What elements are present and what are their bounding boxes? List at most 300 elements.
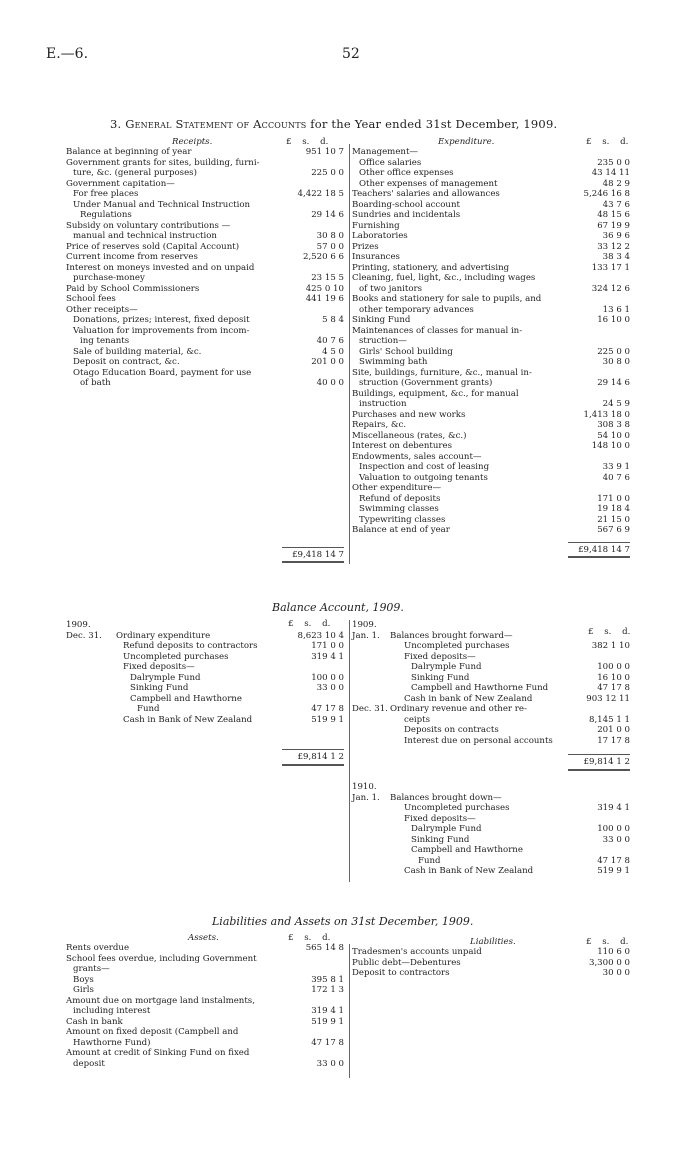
ledger-row — [66, 158, 344, 169]
entry-date: 1910. — [352, 782, 377, 792]
entry-label: Government capitation— — [66, 178, 175, 189]
ledger-row — [352, 631, 630, 642]
entry-amount: 1,413 18 0 — [583, 409, 630, 420]
entry-amount: 30 8 0 — [602, 357, 630, 367]
entry-amount: 519 9 1 — [311, 714, 344, 725]
ledger-row — [66, 1027, 344, 1038]
entry-date — [352, 683, 390, 694]
entry-amount — [282, 200, 344, 211]
entry-label — [116, 620, 282, 631]
ledger-row — [352, 252, 630, 263]
ledger-row — [66, 336, 344, 347]
ledger-row — [352, 158, 630, 169]
ledger-row — [66, 263, 344, 274]
entry-label: Cash in Bank of New Zealand — [123, 714, 253, 725]
ledger-row — [66, 652, 344, 663]
ledger-row — [66, 252, 344, 263]
entry-amount — [568, 704, 630, 715]
entry-date — [352, 803, 390, 814]
entry-amount — [568, 326, 630, 337]
entry-amount: 148 10 0 — [591, 441, 630, 451]
entry-label: Office salaries — [359, 157, 422, 168]
ledger-row — [352, 803, 630, 814]
entry-label: Ordinary revenue and other re- — [390, 704, 527, 714]
entry-amount: 47 17 8 — [311, 704, 344, 714]
ledger-row — [66, 305, 344, 316]
entry-label: Dalrymple Fund — [411, 824, 482, 834]
ledger-row — [352, 284, 630, 295]
entry-amount: 951 10 7 — [305, 147, 344, 157]
entry-amount: 48 15 6 — [597, 210, 630, 220]
entry-amount: 33 0 0 — [316, 1058, 344, 1069]
ledger-row — [352, 263, 630, 274]
entry-date — [66, 704, 116, 715]
entry-label: Typewriting classes — [359, 514, 446, 525]
entry-amount: 171 0 0 — [311, 641, 344, 651]
ledger-row — [66, 315, 344, 326]
ledger-row — [352, 357, 630, 368]
ledger-row — [352, 866, 630, 877]
entry-date — [66, 662, 116, 673]
assets-heading: Assets. — [188, 933, 219, 943]
entry-amount: 40 7 6 — [602, 472, 630, 483]
total-amount: £9,814 1 2 — [282, 750, 344, 765]
entry-amount — [568, 793, 630, 804]
ledger-row — [352, 168, 630, 179]
entry-label: ture, &c. (general purposes) — [73, 168, 197, 178]
entry-amount — [568, 814, 630, 825]
entry-amount — [282, 158, 344, 169]
assets-currency-header: £ s. d. — [288, 933, 331, 943]
entry-amount: 903 12 11 — [586, 693, 630, 704]
ledger-row — [66, 284, 344, 295]
entry-label: Balances brought down— — [390, 792, 502, 803]
ledger-row — [352, 947, 630, 958]
ledger-row — [66, 673, 344, 684]
entry-amount: 48 2 9 — [602, 178, 630, 189]
entry-label: Deposits on contracts — [404, 725, 499, 735]
entry-amount: 225 0 0 — [597, 346, 630, 357]
entry-label: other temporary advances — [359, 304, 474, 315]
total-amount: £9,418 14 7 — [568, 542, 630, 557]
entry-amount: 8,623 10 4 — [297, 630, 344, 641]
entry-label: Ordinary expenditure — [116, 630, 211, 641]
entry-amount — [282, 694, 344, 705]
ledger-row — [352, 473, 630, 484]
ledger-row — [66, 715, 344, 726]
entry-amount: 21 15 0 — [597, 514, 630, 525]
entry-label: Refund of deposits — [359, 493, 441, 504]
entry-label: Fund — [418, 855, 441, 866]
ledger-row — [352, 452, 630, 463]
ledger-row — [352, 704, 630, 715]
ledger-row — [352, 347, 630, 358]
ledger-row — [66, 1048, 344, 1059]
ledger-row — [352, 231, 630, 242]
ledger-row — [352, 147, 630, 158]
expenditure-heading: Expenditure. — [438, 137, 495, 147]
entry-label: Furnishing — [352, 220, 400, 231]
entry-date — [352, 824, 390, 835]
entry-label: Fund — [137, 704, 160, 714]
entry-label: Insurances — [352, 252, 400, 262]
entry-label: Public debt—Debentures — [352, 957, 461, 968]
entry-date: 1909. — [66, 620, 91, 630]
receipts-heading: Receipts. — [172, 137, 213, 147]
entry-amount: 30 8 0 — [316, 231, 344, 241]
entry-amount: 40 7 6 — [316, 336, 344, 346]
entry-amount: 30 0 0 — [602, 968, 630, 978]
entry-date — [352, 641, 390, 652]
ledger-row — [66, 210, 344, 221]
entry-amount: 47 17 8 — [311, 1037, 344, 1048]
entry-label: School fees — [66, 294, 116, 304]
balance-account-title: Balance Account, 1909. — [272, 601, 404, 614]
total-row — [66, 750, 344, 765]
ledger-row — [66, 641, 344, 652]
entry-amount: 225 0 0 — [311, 168, 344, 178]
balance-debit-table — [66, 620, 344, 766]
general-statement-title: 3. General Statement of Accounts for the Year ended 31st December, 1909. — [110, 117, 558, 131]
ledger-row — [352, 641, 630, 652]
ledger-row — [66, 326, 344, 337]
entry-date — [66, 683, 116, 694]
entry-label: Cash in bank of New Zealand — [404, 693, 533, 704]
ledger-row — [352, 835, 630, 846]
entry-label: Interest due on personal accounts — [404, 735, 553, 746]
entry-date — [352, 725, 390, 736]
entry-date — [352, 835, 390, 846]
entry-date: Jan. 1. — [352, 630, 380, 641]
entry-label: manual and technical instruction — [73, 231, 217, 241]
entry-amount: 100 0 0 — [311, 672, 344, 683]
ledger-row — [352, 305, 630, 316]
entry-amount: 100 0 0 — [597, 824, 630, 834]
total-row — [352, 542, 630, 557]
entry-amount — [282, 620, 344, 631]
ledger-row — [66, 168, 344, 179]
entry-amount: 5,246 16 8 — [583, 189, 630, 199]
ledger-row — [66, 964, 344, 975]
ledger-row — [352, 662, 630, 673]
entry-label: Prizes — [352, 241, 379, 252]
ledger-row — [352, 326, 630, 337]
entry-label: Fixed deposits— — [404, 813, 476, 824]
entry-amount — [568, 294, 630, 305]
balance-carried-down-table — [352, 782, 630, 877]
entry-amount: 13 6 1 — [602, 304, 630, 315]
ledger-row — [352, 515, 630, 526]
entry-amount — [568, 147, 630, 158]
ledger-row — [352, 189, 630, 200]
entry-amount — [568, 620, 630, 631]
ledger-row — [66, 954, 344, 965]
ledger-row — [352, 315, 630, 326]
entry-label: Swimming bath — [359, 357, 428, 367]
liabilities-assets-title: Liabilities and Assets on 31st December, 1909. — [212, 915, 474, 928]
entry-label: Sinking Fund — [411, 834, 470, 845]
entry-label: grants— — [73, 964, 110, 974]
ledger-row — [352, 441, 630, 452]
entry-date — [66, 673, 116, 684]
entry-date — [352, 736, 390, 747]
entry-label: Other receipts— — [66, 304, 138, 315]
entry-label: Teachers' salaries and allowances — [352, 189, 500, 199]
ledger-row — [352, 958, 630, 969]
entry-amount: 324 12 6 — [591, 283, 630, 294]
entry-label: Uncompleted purchases — [123, 651, 229, 662]
entry-amount: 33 12 2 — [597, 241, 630, 252]
entry-date: Dec. 31. — [352, 704, 388, 714]
entry-label: Miscellaneous (rates, &c.) — [352, 430, 467, 441]
entry-amount: 133 17 1 — [591, 262, 630, 273]
ledger-row — [66, 1059, 344, 1070]
entry-label: Under Manual and Technical Instruction — [73, 199, 251, 210]
entry-amount: 23 15 5 — [311, 273, 344, 283]
entry-amount: 201 0 0 — [597, 725, 630, 735]
ledger-row — [352, 378, 630, 389]
page-ref: E.—6. — [46, 46, 89, 62]
ledger-row — [352, 200, 630, 211]
ledger-row — [66, 378, 344, 389]
ledger-row — [352, 736, 630, 747]
entry-label: Other expenses of management — [359, 178, 498, 189]
entry-amount: 319 4 1 — [597, 803, 630, 813]
entry-label: Campbell and Hawthorne — [130, 693, 242, 704]
ledger-row — [352, 294, 630, 305]
entry-amount — [282, 662, 344, 673]
entry-label: Other expenditure— — [352, 483, 442, 493]
entry-date — [352, 845, 390, 856]
balance-left-currency-header: £ s. d. — [288, 619, 331, 629]
entry-amount: 29 14 6 — [597, 378, 630, 388]
entry-amount: 235 0 0 — [597, 157, 630, 168]
expenditure-table — [352, 147, 630, 558]
entry-amount: 36 9 6 — [602, 231, 630, 241]
entry-amount: 100 0 0 — [597, 662, 630, 672]
entry-label: Maintenances of classes for manual in- — [352, 325, 523, 336]
entry-amount: 43 14 11 — [591, 168, 630, 178]
ledger-row — [352, 968, 630, 979]
entry-label: Valuation for improvements from incom- — [73, 325, 250, 336]
receipts-table — [66, 147, 344, 563]
entry-amount — [282, 1027, 344, 1038]
ledger-row — [66, 294, 344, 305]
ledger-row — [66, 631, 344, 642]
liabilities-currency-header: £ s. d. — [586, 937, 629, 947]
entry-label: Government grants for sites, building, furni- — [66, 157, 260, 168]
entry-label: Purchases and new works — [352, 409, 466, 420]
entry-label: Amount due on mortgage land instalments, — [66, 995, 255, 1006]
entry-amount: 29 14 6 — [311, 210, 344, 220]
entry-date — [352, 715, 390, 726]
ledger-row — [352, 856, 630, 867]
entry-amount: 201 0 0 — [311, 357, 344, 367]
entry-amount: 33 9 1 — [602, 462, 630, 472]
entry-label: Interest on moneys invested and on unpaid — [66, 262, 255, 273]
entry-label — [390, 782, 568, 793]
entry-label: Girls' School building — [359, 346, 453, 357]
entry-label: Sundries and incidentals — [352, 210, 461, 220]
entry-label: Paid by School Commissioners — [66, 283, 200, 294]
entry-label: Other office expenses — [359, 168, 454, 178]
entry-amount — [568, 483, 630, 494]
entry-label: Cleaning, fuel, light, &c., including wages — [352, 273, 536, 283]
ledger-row — [352, 410, 630, 421]
ledger-row — [352, 824, 630, 835]
entry-label: Books and stationery for sale to pupils, and — [352, 294, 542, 304]
entry-label: Sinking Fund — [130, 683, 189, 693]
entry-label: Sale of building material, &c. — [73, 346, 202, 357]
entry-label: Campbell and Hawthorne Fund — [411, 683, 549, 693]
total-amount: £9,814 1 2 — [568, 755, 630, 770]
entry-amount: 2,520 6 6 — [302, 252, 344, 262]
entry-label: Repairs, &c. — [352, 420, 407, 430]
entry-label: Boarding-school account — [352, 199, 460, 210]
entry-amount: 5 8 4 — [322, 315, 344, 325]
entry-label: Fixed deposits— — [404, 651, 476, 662]
entry-amount: 57 0 0 — [316, 241, 344, 252]
entry-amount — [282, 263, 344, 274]
entry-amount — [282, 221, 344, 232]
entry-amount — [282, 954, 344, 965]
entry-label: Cash in Bank of New Zealand — [404, 866, 534, 876]
ledger-row — [352, 525, 630, 536]
entry-date — [352, 662, 390, 673]
entry-label: Uncompleted purchases — [404, 803, 510, 813]
entry-amount — [282, 179, 344, 190]
ledger-row — [352, 431, 630, 442]
entry-label: purchase-money — [73, 273, 145, 283]
entry-label: Amount at credit of Sinking Fund on fixed — [66, 1048, 250, 1058]
entry-amount: 567 6 9 — [597, 525, 630, 535]
entry-label: Swimming classes — [359, 504, 439, 514]
entry-amount: 319 4 1 — [311, 651, 344, 662]
entry-amount: 47 17 8 — [597, 855, 630, 866]
page-number: 52 — [342, 46, 360, 62]
total-row — [66, 547, 344, 562]
entry-label: Deposit on contract, &c. — [73, 357, 180, 367]
entry-amount — [568, 452, 630, 463]
entry-amount — [568, 336, 630, 347]
ledger-row — [66, 368, 344, 379]
entry-amount — [282, 996, 344, 1007]
ledger-row — [66, 996, 344, 1007]
entry-amount — [568, 652, 630, 663]
ledger-row — [66, 189, 344, 200]
ledger-row — [66, 200, 344, 211]
entry-amount — [568, 389, 630, 400]
ledger-row — [352, 179, 630, 190]
entry-label: Dalrymple Fund — [130, 672, 201, 683]
entry-amount — [282, 1048, 344, 1059]
receipts-currency-header: £ s. d. — [286, 137, 329, 147]
entry-amount: 67 19 9 — [597, 220, 630, 231]
entry-label: Refund deposits to contractors — [123, 641, 258, 651]
entry-amount — [568, 273, 630, 284]
entry-date — [352, 694, 390, 705]
ledger-row — [352, 814, 630, 825]
entry-label: Endowments, sales account— — [352, 451, 482, 462]
balance-column-divider — [349, 620, 350, 882]
entry-label: For free places — [73, 189, 139, 199]
entry-date — [352, 673, 390, 684]
entry-label: struction (Government grants) — [359, 378, 493, 388]
ledger-row — [352, 725, 630, 736]
ledger-row — [352, 673, 630, 684]
ledger-row — [66, 704, 344, 715]
column-divider — [349, 144, 350, 564]
entry-label: Girls — [73, 985, 94, 995]
ledger-row — [66, 694, 344, 705]
ledger-row — [352, 483, 630, 494]
entry-label: Amount on fixed deposit (Campbell and — [66, 1027, 239, 1037]
entry-label: ing tenants — [80, 336, 130, 346]
balance-credit-table — [352, 620, 630, 771]
ledger-row — [352, 683, 630, 694]
entry-date — [66, 694, 116, 705]
entry-label: instruction — [359, 399, 407, 409]
ledger-row — [352, 399, 630, 410]
entry-amount: 16 10 0 — [597, 315, 630, 325]
ledger-row — [352, 620, 630, 631]
entry-amount: 308 3 8 — [597, 420, 630, 430]
entry-amount: 171 0 0 — [597, 493, 630, 504]
entry-label: Rents overdue — [66, 943, 130, 953]
expenditure-currency-header: £ s. d. — [586, 137, 629, 147]
entry-label: Balance at end of year — [352, 525, 450, 535]
entry-label: deposit — [73, 1058, 105, 1069]
ledger-row — [66, 1006, 344, 1017]
ledger-row — [352, 389, 630, 400]
entry-amount: 24 5 9 — [602, 399, 630, 409]
entry-label: Inspection and cost of leasing — [359, 462, 490, 472]
entry-amount: 4,422 18 5 — [297, 189, 344, 199]
ledger-row — [352, 462, 630, 473]
entry-label: Balances brought forward— — [390, 630, 513, 641]
ledger-row — [66, 1017, 344, 1028]
entry-label: Cash in bank — [66, 1016, 123, 1027]
entry-label: School fees overdue, including Government — [66, 953, 257, 964]
entry-amount: 519 9 1 — [311, 1016, 344, 1027]
entry-label: Subsidy on voluntary contributions — — [66, 220, 231, 231]
entry-amount: 441 19 6 — [305, 294, 344, 304]
total-row — [352, 755, 630, 770]
entry-amount: 519 9 1 — [597, 866, 630, 876]
ledger-row — [352, 273, 630, 284]
ledger-row — [66, 347, 344, 358]
entry-label: Donations, prizes; interest, fixed deposit — [73, 315, 250, 325]
total-amount: £9,418 14 7 — [282, 547, 344, 562]
ledger-row — [66, 179, 344, 190]
entry-label: Laboratories — [352, 231, 408, 241]
ledger-row — [352, 715, 630, 726]
ledger-row — [352, 793, 630, 804]
entry-amount — [282, 305, 344, 316]
entry-amount: 172 1 3 — [311, 985, 344, 995]
ledger-row — [352, 420, 630, 431]
ledger-row — [66, 147, 344, 158]
entry-amount: 16 10 0 — [597, 672, 630, 683]
entry-label: of bath — [80, 378, 111, 388]
entry-label: Otago Education Board, payment for use — [73, 367, 252, 378]
ledger-row — [66, 242, 344, 253]
ledger-row — [66, 943, 344, 954]
entry-date — [352, 866, 390, 877]
entry-label: Campbell and Hawthorne — [411, 845, 523, 855]
liabilities-table — [352, 947, 630, 979]
entry-label: Boys — [73, 974, 94, 985]
